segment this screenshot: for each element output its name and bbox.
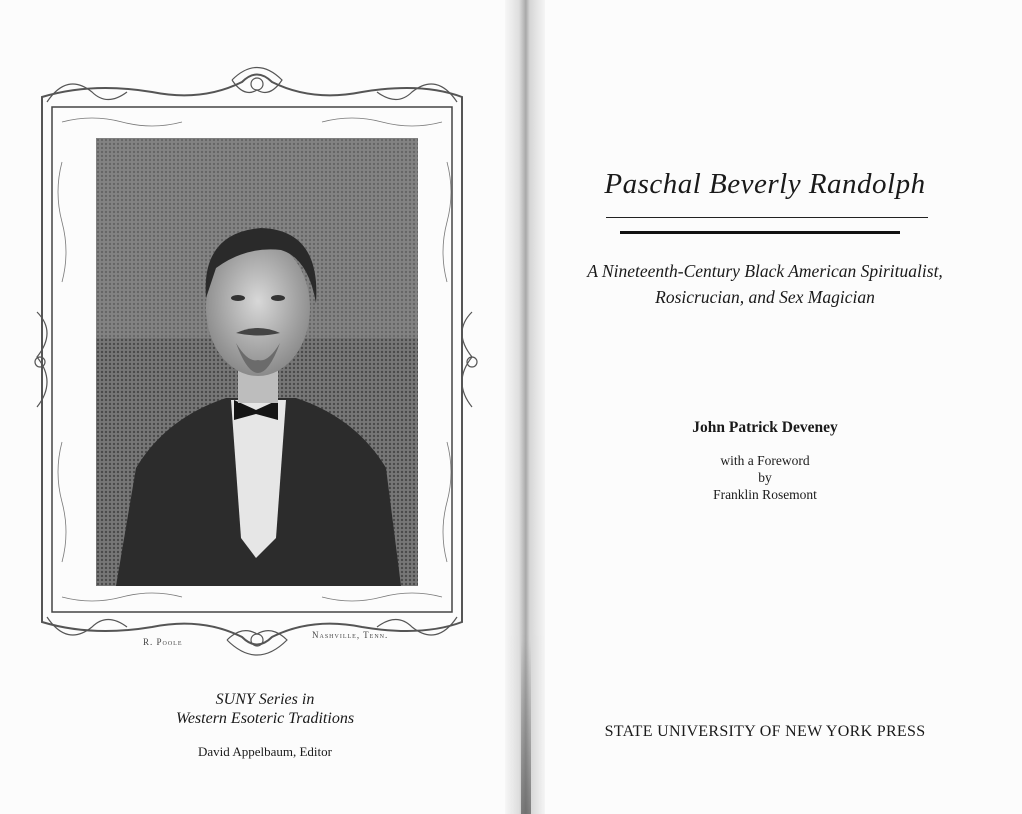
engraver-location-right: Nashville, Tenn. — [312, 630, 389, 640]
series-editor: David Appelbaum, Editor — [198, 744, 332, 759]
publisher-name: STATE UNIVERSITY OF NEW YORK PRESS — [604, 723, 926, 740]
series-title-line1: SUNY Series in — [215, 691, 315, 708]
book-gutter — [505, 0, 545, 814]
foreword-author: Franklin Rosemont — [713, 487, 817, 502]
portrait-photo-icon — [96, 138, 418, 586]
series-title-line2: Western Esoteric Traditions — [175, 710, 355, 727]
title-rule — [620, 231, 900, 234]
author-name: John Patrick Deveney — [692, 419, 838, 436]
title-underline — [606, 217, 928, 218]
engraver-name-left: R. Poole — [143, 637, 183, 647]
foreword-line2: by — [758, 470, 772, 485]
subtitle-line1: A Nineteenth-Century Black American Spiritualist, — [587, 261, 943, 281]
subtitle-line2: Rosicrucian, and Sex Magician — [655, 287, 875, 307]
foreword-line1: with a Foreword — [720, 453, 810, 468]
book-title: Paschal Beverly Randolph — [604, 168, 926, 200]
